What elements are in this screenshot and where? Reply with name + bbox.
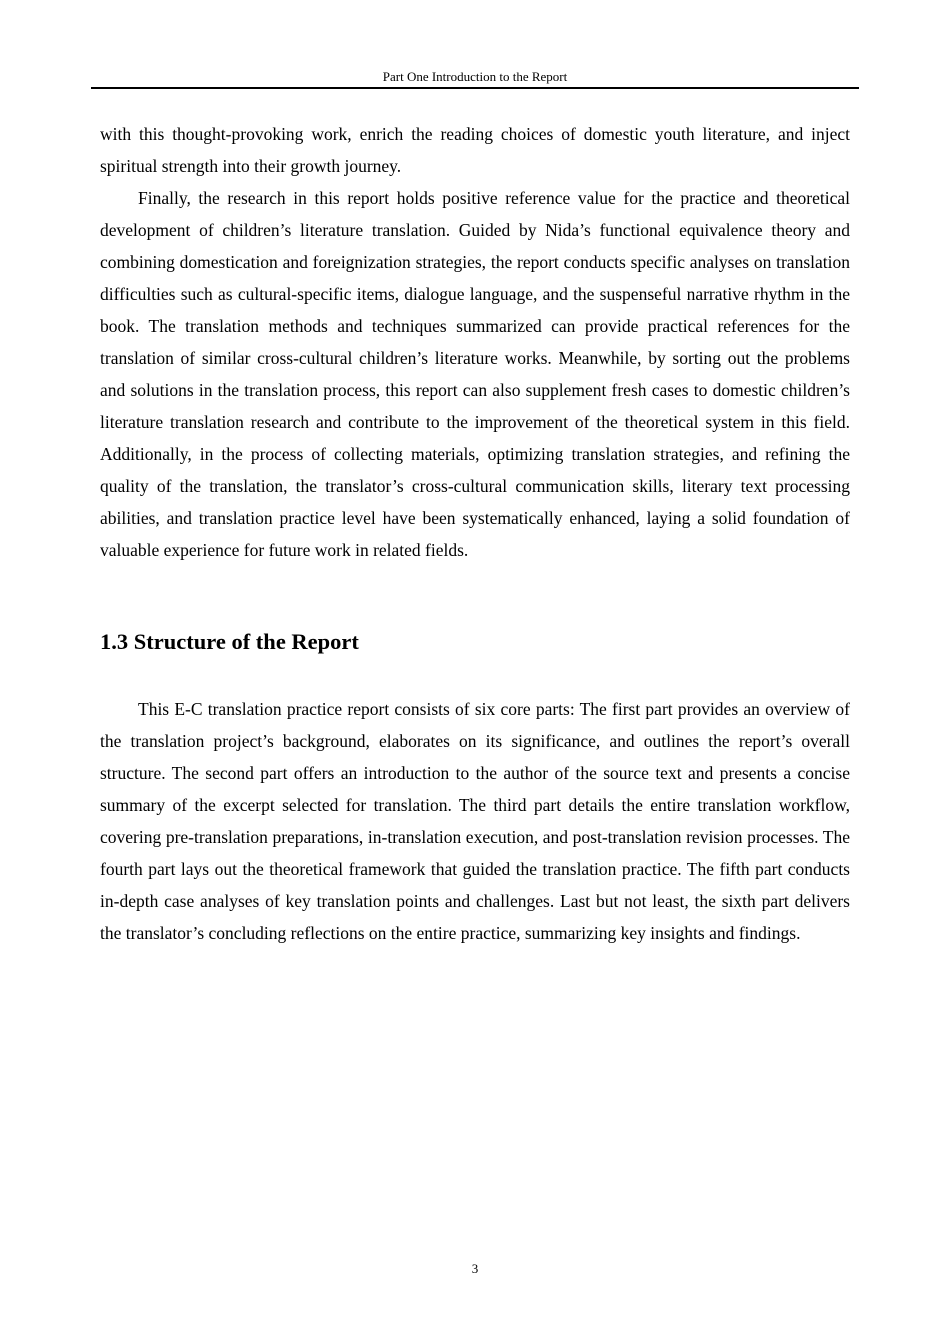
body-paragraph-continued: with this thought-provoking work, enrich the reading choices of domestic youth literature, and inject spiritual strength into their growth journey. [100, 124, 850, 176]
body-paragraph-structure: This E-C translation practice report consists of six core parts: The first part provides an overview of the translation project’s background, elaborates on its significance, and outlines the report’s overall structure. The second part offers an introduction to the author of the source text and presents a concise summary of the excerpt selected for translation. The third part details the entire translation workflow, covering pre-translation preparations, in-translation execution, and post-translation revision processes. The fourth part lays out the theoretical framework that guided the translation practice. The fifth part conducts in-depth case analyses of key translation points and challenges. Last but not least, the sixth part delivers the translator’s concluding reflections on the entire practice, summarizing key insights and findings. [100, 699, 850, 943]
body-paragraph-research-value: Finally, the research in this report holds positive reference value for the practice and theoretical development of children’s literature translation. Guided by Nida’s functional equivalence theory and combining domestication and foreignization strategies, the report conducts specific analyses on translation difficulties such as cultural-specific items, dialogue language, and the suspenseful narrative rhythm in the book. The translation methods and techniques summarized can provide practical references for the translation of similar cross-cultural children’s literature works. Meanwhile, by sorting out the problems and solutions in the translation process, this report can also supplement fresh cases to domestic children’s literature translation research and contribute to the improvement of the theoretical system in this field. Additionally, in the process of collecting materials, optimizing translation strategies, and refining the quality of the translation, the translator’s cross-cultural communication skills, literary text processing abilities, and translation practice level have been systematically enhanced, laying a solid foundation of valuable experience for future work in related fields. [100, 188, 850, 560]
running-header: Part One Introduction to the Report [382, 69, 568, 84]
header-rule [91, 87, 859, 89]
section-heading: 1.3 Structure of the Report [100, 629, 359, 654]
page-number: 3 [471, 1261, 479, 1276]
